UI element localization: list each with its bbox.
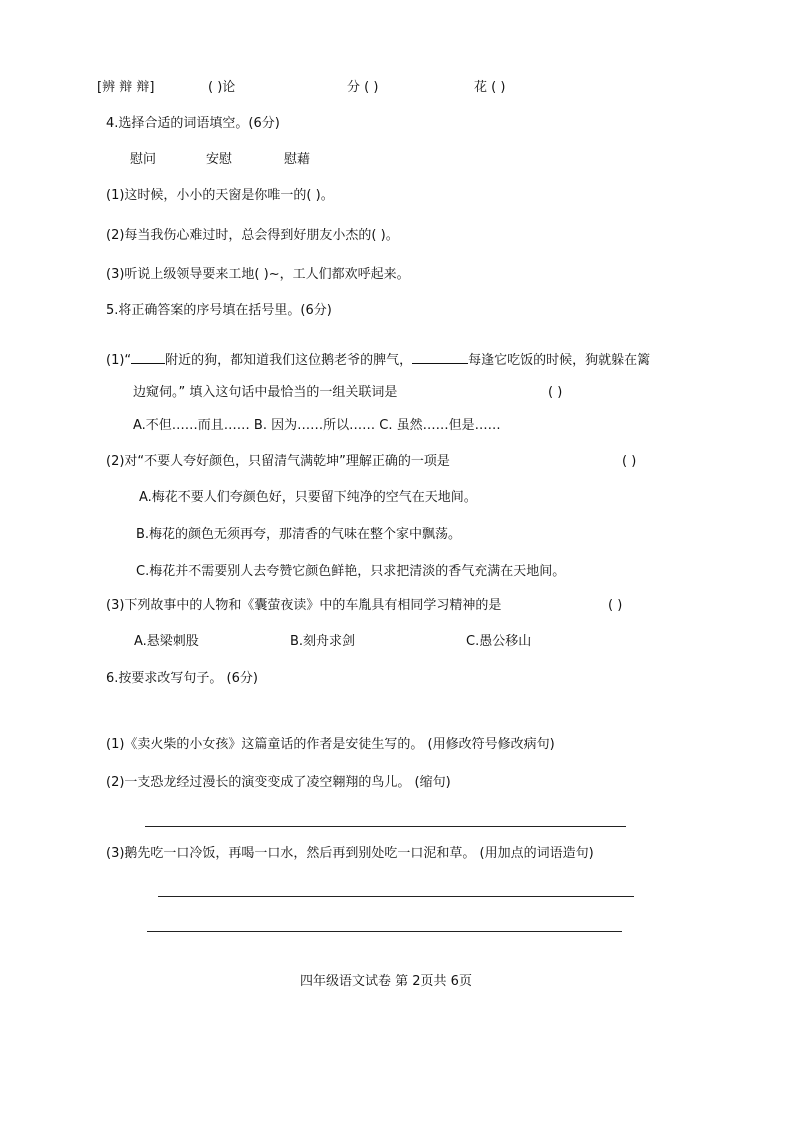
fill-blank-1 [131, 351, 165, 364]
answer-blank-hua: 花 ( ) [474, 80, 506, 95]
q6-sentence-3: (3)鹅先吃一口冷饭，再喝一口水，然后再到别处吃一口泥和草。 (用加点的词语造句) [106, 846, 594, 861]
page-footer: 四年级语文试卷 第 2页共 6页 [300, 974, 472, 989]
q5-part3-answer-paren: ( ) [608, 598, 623, 613]
q4-title: 4.选择合适的词语填空。(6分) [106, 116, 280, 131]
q5-part1-options: A.不但……而且…… B. 因为……所以…… C. 虽然……但是…… [133, 418, 501, 433]
q6-sentence-1: (1)《卖火柴的小女孩》这篇童话的作者是安徒生写的。 (用修改符号修改病句) [106, 737, 555, 752]
q5-part1-answer-paren: ( ) [548, 385, 563, 400]
q4-option-weiwen: 慰问 [130, 152, 157, 167]
answer-line-3 [147, 931, 622, 932]
q5-part1-prefix: (1)“ [106, 353, 132, 368]
q5-part2-question: (2)对“不要人夸好颜色，只留清气满乾坤”理解正确的一项是 [106, 454, 450, 469]
q5-part3-option-a: A.悬梁刺股 [134, 634, 199, 649]
q5-part2-option-a: A.梅花不要人们夸颜色好，只要留下纯净的空气在天地间。 [139, 490, 477, 505]
answer-blank-fen: 分 ( ) [347, 80, 379, 95]
q4-sentence-1: (1)这时候，小小的天窗是你唯一的( )。 [106, 188, 334, 203]
q4-option-weiji: 慰藉 [284, 152, 311, 167]
q5-title: 5.将正确答案的序号填在括号里。(6分) [106, 303, 332, 318]
fill-blank-2 [412, 351, 468, 364]
q5-part2-option-c: C.梅花并不需要别人去夸赞它颜色鲜艳，只求把清淡的香气充满在天地间。 [136, 564, 566, 579]
q4-sentence-2: (2)每当我伤心难过时，总会得到好朋友小杰的( )。 [106, 228, 399, 243]
q6-sentence-2: (2)一支恐龙经过漫长的演变变成了凌空翱翔的鸟儿。 (缩句) [106, 775, 451, 790]
q4-sentence-3: (3)听说上级领导要来工地( )~，工人们都欢呼起来。 [106, 267, 410, 282]
q5-part2-answer-paren: ( ) [622, 454, 637, 469]
word-choice-group: [辨 辩 辩] [97, 80, 155, 95]
q5-part1-suffix: 每逢它吃饭的时候，狗就躲在篱 [468, 353, 651, 368]
q5-part3-question: (3)下列故事中的人物和《囊萤夜读》中的车胤具有相同学习精神的是 [106, 598, 502, 613]
q5-part3-option-c: C.愚公移山 [466, 634, 532, 649]
answer-line-1 [145, 826, 626, 827]
q5-part1-line1 [106, 351, 650, 370]
q5-part3-option-b: B.刻舟求剑 [290, 634, 356, 649]
q4-option-anwei: 安慰 [206, 152, 233, 167]
answer-blank-lun: ( )论 [208, 80, 236, 95]
q6-title: 6.按要求改写句子。 (6分) [106, 671, 258, 686]
answer-line-2 [158, 896, 634, 897]
q5-part2-option-b: B.梅花的颜色无须再夸，那清香的气味在整个家中飘荡。 [136, 527, 462, 542]
q5-part1-line2: 边窥伺。” 填入这句话中最恰当的一组关联词是 [133, 385, 398, 400]
q5-part1-middle: 附近的狗，都知道我们这位鹅老爷的脾气， [165, 353, 413, 368]
